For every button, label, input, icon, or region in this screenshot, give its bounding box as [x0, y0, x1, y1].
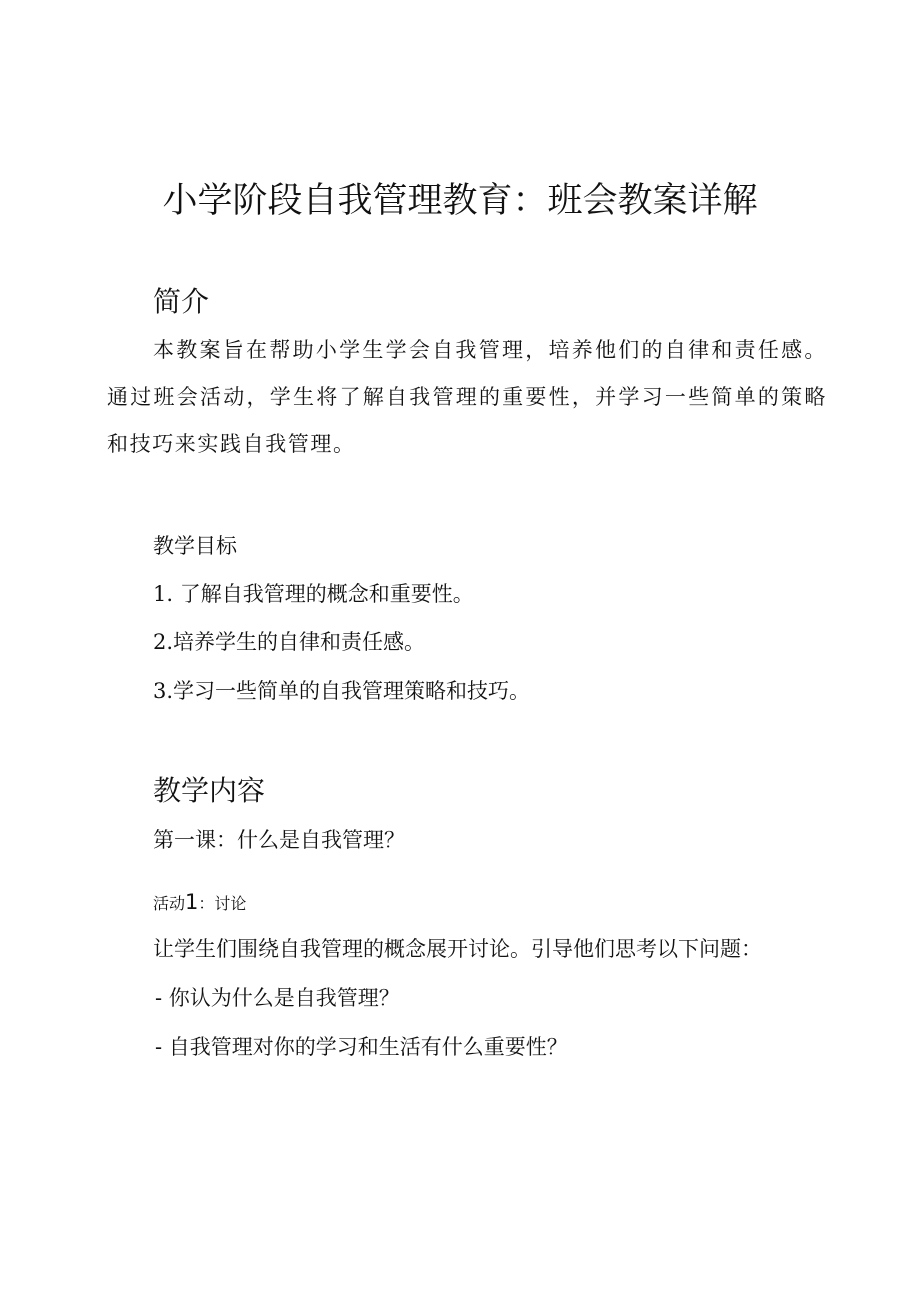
question-2: - 自我管理对你的学习和生活有什么重要性？	[155, 1035, 568, 1059]
activity-number: 1	[185, 890, 199, 914]
content-heading: 教学内容	[153, 774, 266, 807]
activity-1-label	[153, 889, 246, 917]
activity-1-description: 让学生们围绕自我管理的概念展开讨论。引导他们思考以下问题：	[153, 937, 762, 961]
objectives-heading: 教学目标	[153, 534, 237, 558]
lesson-1-title: 第一课：什么是自我管理？	[153, 828, 405, 852]
activity-prefix: 活动	[153, 894, 186, 913]
intro-paragraph: 本教案旨在帮助小学生学会自我管理，培养他们的自律和责任感。通过班会活动，学生将了解自我管理的重要性，并学习一些简单的策略和技巧来实践自我管理。	[107, 338, 827, 456]
objective-item-1: 1. 了解自我管理的概念和重要性。	[153, 582, 474, 606]
activity-suffix: ：讨论	[198, 894, 247, 913]
document-title: 小学阶段自我管理教育：班会教案详解	[162, 181, 758, 221]
question-1: - 你认为什么是自我管理？	[155, 986, 400, 1010]
objective-item-3: 3.学习一些简单的自我管理策略和技巧。	[153, 679, 531, 703]
objective-item-2: 2.培养学生的自律和责任感。	[153, 630, 426, 654]
intro-heading: 简介	[153, 285, 210, 318]
